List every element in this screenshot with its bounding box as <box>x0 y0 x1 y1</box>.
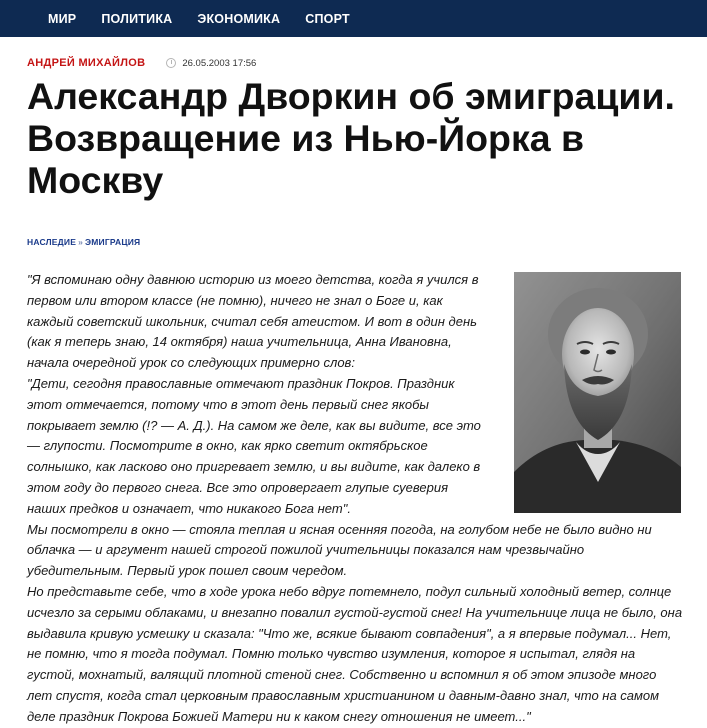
clock-icon <box>166 58 176 68</box>
nav-item-mir[interactable]: МИР <box>48 11 77 26</box>
tag-separator: » <box>78 237 83 247</box>
publish-date: 26.05.2003 17:56 <box>182 57 257 69</box>
nav-item-ekonomika[interactable]: ЭКОНОМИКА <box>197 11 281 26</box>
article-paragraph: Мы посмотрели в окно — стояла теплая и ясная осенняя погода, на голубом небе не было видно ни облачка — и аргумент нашей строгой пожилой учительницы показался нам чрезвычайно убедительным. Первый урок пошел своим чередом. <box>27 521 652 579</box>
nav-item-politika[interactable]: ПОЛИТИКА <box>101 11 173 26</box>
article-body <box>27 270 683 728</box>
author-link[interactable]: АНДРЕЙ МИХАЙЛОВ <box>27 57 146 69</box>
article-paragraph: Но представьте себе, что в ходе урока небо вдруг потемнело, подул сильный холодный ветер, солнце исчезло за серыми облаками, и внезапно повалил густой-густой снег! На учительнице лица не было, она выдавила кривую усмешку и сказала: "Что же, всякие бывают совпадения", а я впервые подумал... Нет, не помню, что я тогда подумал. Помню только чувство изумления, которое я испытал, глядя на густой, мохнатый, валящий плотной стеной снег. Собственно и вспомнил я об этом эпизоде много лет спустя, когда стал церковным православным христианином и давным-давно знал, что на самом деле праздник Покрова Божией Матери ни к каком снегу отношения не имеет..." <box>27 583 683 724</box>
breadcrumb-tags <box>27 237 140 247</box>
article-paragraph: "Дети, сегодня православные отмечают праздник Покров. Праздник этот отмечается, потому что в этот день первый снег якобы покрывает землю (!? — А. Д.). На самом же деле, как вы видите, все это — глупости. Посмотрите в окно, как ярко светит октябрьское солнышко, как ласково оно пригревает землю, и вы видите, как далеко в этом году до первого снега. Все это опровергает глупые суеверия наших предков и означает, что никакого Бога нет". <box>27 375 481 516</box>
article-paragraph: "Я вспоминаю одну давнюю историю из моего детства, когда я учился в первом или втором классе (не помню), ничего не знал о Боге и, как каждый советский школьник, считал себя атеистом. И вот в один день (как я теперь знаю, 14 октября) наша учительница, Анна Ивановна, начала очередной урок со следующих примерно слов: <box>27 272 479 371</box>
tag-link-nasledie[interactable]: НАСЛЕДИЕ <box>27 237 77 247</box>
article-title: Александр Дворкин об эмиграции. Возвращение из Нью-Йорка в Москву <box>27 75 675 201</box>
article-meta <box>27 57 256 69</box>
nav-item-sport[interactable]: СПОРТ <box>305 11 350 26</box>
top-navigation <box>0 0 707 37</box>
tag-link-emigratsiya[interactable]: ЭМИГРАЦИЯ <box>85 237 141 247</box>
